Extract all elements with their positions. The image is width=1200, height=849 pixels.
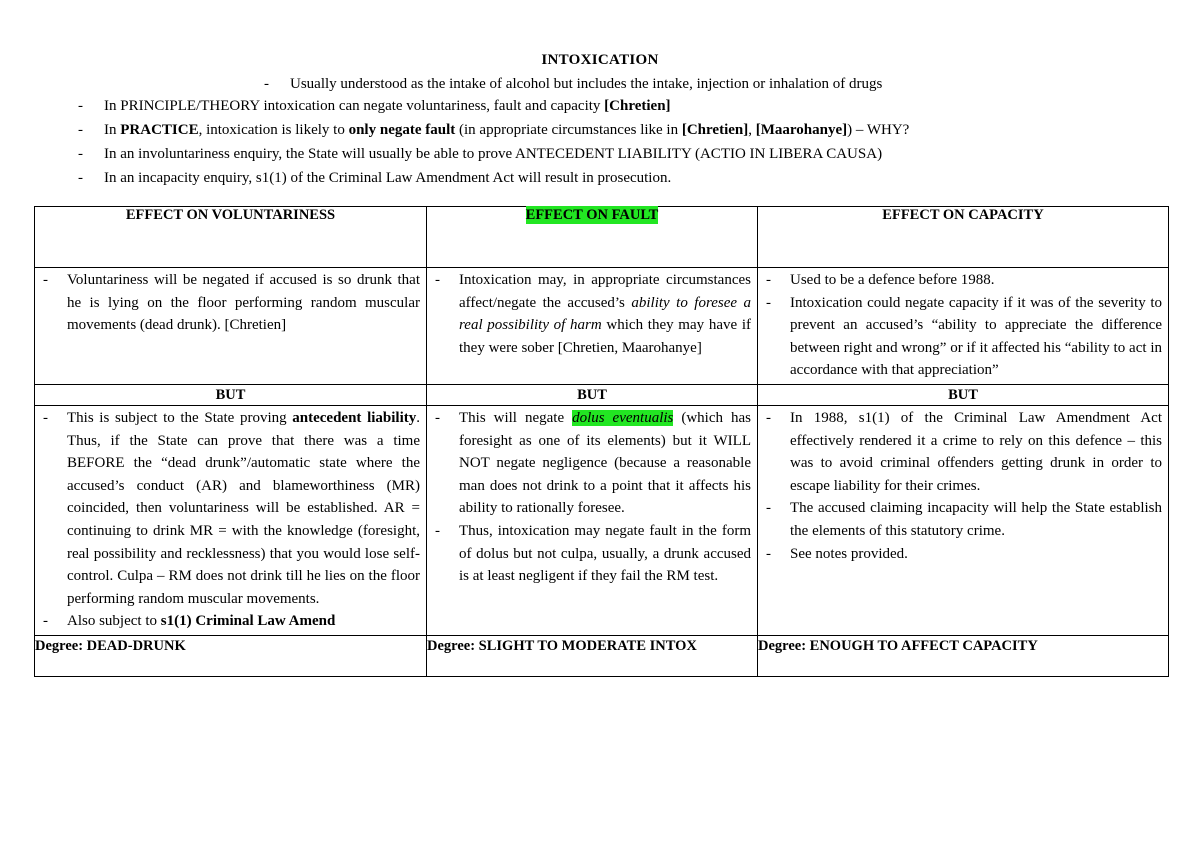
list-item: - In 1988, s1(1) of the Criminal Law Amendment Act effectively rendered it a crime to rely on this defence – this was to avoid criminal offenders getting drunk in order to escape liability for their crimes.: [790, 407, 1162, 497]
degree-voluntariness: Degree: DEAD-DRUNK: [35, 635, 427, 676]
cell-voluntariness-effect: [35, 268, 427, 385]
emphasis: only negate fault: [348, 122, 456, 138]
text-run: Intoxication may, in appropriate circumstances affect/negate the accused’s: [459, 272, 751, 311]
text-run: In PRINCIPLE/THEORY intoxication can negate voluntariness, fault and capacity: [104, 98, 605, 114]
list-item: - Intoxication could negate capacity if it was of the severity to prevent an accused’s “ability to appreciate the difference between right and wrong” or if it affected his “ability to act in accordance with that appreciation”: [790, 292, 1162, 382]
text-run: (in appropriate circumstances like in: [455, 122, 682, 138]
degree-fault: Degree: SLIGHT TO MODERATE INTOX: [427, 635, 758, 676]
case-citation: [Chretien]: [604, 98, 671, 114]
list-item: [459, 269, 751, 359]
table-row-degree: [35, 635, 1169, 676]
intro-text: [104, 96, 671, 116]
list-item: [459, 407, 751, 520]
bullet-dash: -: [78, 122, 83, 138]
but-label: BUT: [758, 384, 1169, 405]
text-run: ,: [748, 122, 756, 138]
bullet-dash: -: [264, 76, 269, 92]
bullet-dash: -: [78, 98, 83, 114]
intro-text: In an incapacity enquiry, s1(1) of the Criminal Law Amendment Act will result in prosecution.: [104, 170, 672, 186]
document-title: INTOXICATION: [541, 52, 659, 68]
text-run: In: [104, 122, 121, 138]
cell-capacity-effect: [758, 268, 1169, 385]
intro-text: Usually understood as the intake of alcohol but includes the intake, injection or inhalation of drugs: [290, 76, 883, 92]
intro-text: [104, 120, 909, 140]
but-label: BUT: [35, 384, 427, 405]
cell-fault-effect: [427, 268, 758, 385]
text-run: which they may have if they were sober [Chretien, Maarohanye]: [459, 317, 751, 356]
header-voluntariness: EFFECT ON VOLUNTARINESS: [35, 207, 427, 268]
text-run: This will negate: [459, 409, 573, 426]
list-item: - Voluntariness will be negated if accused is so drunk that he is lying on the floor performing random muscular movements (dead drunk). [Chretien]: [67, 269, 420, 337]
list-item: - Thus, intoxication may negate fault in the form of dolus but not culpa, usually, a drunk accused is at least negligent if they fail the RM test.: [459, 520, 751, 588]
case-citation: [Chretien]: [681, 122, 749, 138]
bullet-dash: -: [78, 146, 83, 162]
list-item: [67, 407, 420, 610]
text-run: ) – WHY?: [847, 122, 910, 138]
table-row-but: [35, 384, 1169, 405]
degree-capacity: Degree: ENOUGH TO AFFECT CAPACITY: [758, 635, 1169, 676]
table-row-qualification: [35, 405, 1169, 635]
effects-table: [34, 206, 1169, 677]
emphasis: antecedent liability: [292, 409, 417, 426]
header-capacity: EFFECT ON CAPACITY: [758, 207, 1169, 268]
but-label: BUT: [427, 384, 758, 405]
intro-text: In an involuntariness enquiry, the State will usually be able to prove ANTECEDENT LIABILITY (ACTIO IN LIBERA CAUSA): [104, 146, 883, 162]
table-row-effect: [35, 268, 1169, 385]
header-fault-label: EFFECT ON FAULT: [525, 207, 659, 223]
header-fault: [427, 207, 758, 268]
table-header-row: [35, 207, 1169, 268]
cell-capacity-but: [758, 405, 1169, 635]
text-run: (which has foresight as one of its elements) but it WILL NOT negate negligence (because a reasonable man does not drink to a point that it affects his ability to rationally foresee.: [459, 409, 751, 517]
emphasis: PRACTICE: [120, 122, 199, 138]
emphasis: ability to foresee a real possibility of harm: [459, 294, 751, 334]
list-item: [67, 610, 420, 633]
list-item: - Used to be a defence before 1988.: [790, 269, 1162, 292]
text-run: , intoxication is likely to: [198, 122, 349, 138]
bullet-dash: -: [78, 170, 83, 186]
cell-voluntariness-but: [35, 405, 427, 635]
cell-fault-but: [427, 405, 758, 635]
list-item: - See notes provided.: [790, 543, 1162, 566]
list-item: - The accused claiming incapacity will help the State establish the elements of this statutory crime.: [790, 497, 1162, 542]
text-run: . Thus, if the State can prove that there was a time BEFORE the “dead drunk”/automatic state where the accused’s conduct (AR) and blameworthiness (MR) coincided, then voluntariness will be established. AR = continuing to drink MR = with the knowledge (foresight, real possibility and recklessness) that you would lose self-control. Culpa – RM does not drink till he lies on the floor performing random muscular movements.: [67, 409, 420, 607]
case-citation: [Maarohanye]: [755, 122, 848, 138]
text-run: This is subject to the State proving: [67, 409, 293, 426]
text-run: Also subject to: [67, 613, 161, 630]
emphasis: s1(1) Criminal Law Amend: [160, 613, 336, 630]
highlighted-term: dolus eventualis: [572, 409, 674, 426]
